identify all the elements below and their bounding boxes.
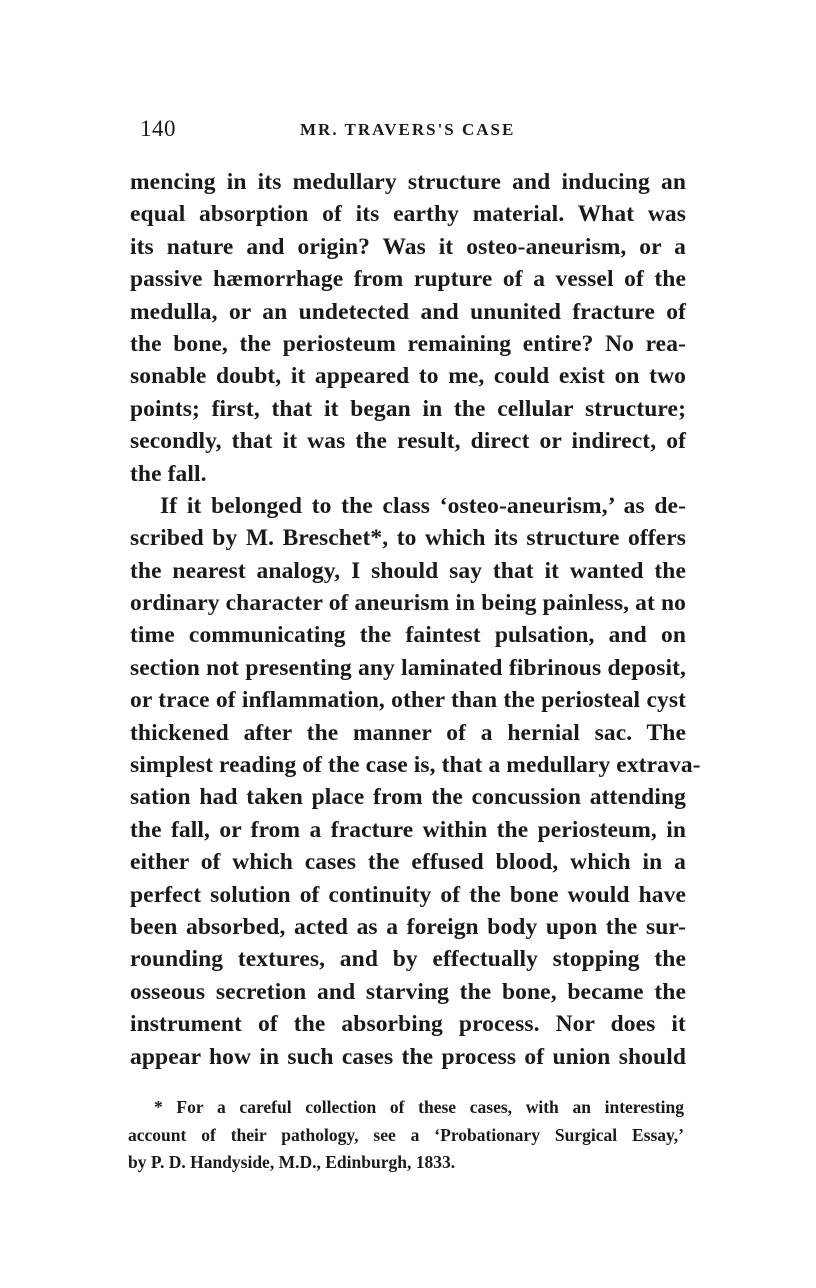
text-line: mencing in its medullary structure and inducing an	[130, 169, 686, 195]
text-line: thickened after the manner of a hernial sac. The	[130, 719, 686, 746]
body-text	[130, 166, 701, 1073]
footnote-line: by P. D. Handyside, M.D., Edinburgh, 1833.	[128, 1152, 456, 1172]
text-line: instrument of the absorbing process. Nor does it	[130, 1011, 686, 1038]
footnote	[128, 1094, 684, 1177]
page-number: 140	[140, 116, 176, 141]
text-line: If it belonged to the class ‘osteo-aneurism,’ as de-	[160, 492, 686, 519]
text-line: rounding textures, and by effectually stopping the	[130, 946, 686, 973]
footnote-line: * For a careful collection of these cases, with an interesting	[154, 1097, 684, 1117]
text-line: osseous secretion and starving the bone, became the	[130, 978, 686, 1005]
text-line: appear how in such cases the process of union should	[130, 1043, 686, 1070]
text-line: ordinary character of aneurism in being painless, at no	[130, 590, 686, 617]
text-line: sonable doubt, it appeared to me, could exist on two	[130, 363, 686, 390]
text-line: simplest reading of the case is, that a medullary extrava-	[130, 752, 701, 779]
text-line: its nature and origin? Was it osteo-aneurism, or a	[130, 233, 686, 260]
text-line: been absorbed, acted as a foreign body upon the sur-	[130, 913, 686, 940]
text-line: the fall.	[130, 460, 207, 487]
text-line: time communicating the faintest pulsation, and on	[130, 622, 686, 649]
text-line: perfect solution of continuity of the bone would have	[130, 881, 686, 908]
text-line: medulla, or an undetected and ununited fracture of	[130, 298, 686, 325]
text-line: section not presenting any laminated fibrinous deposit,	[130, 654, 686, 681]
page-header	[132, 116, 688, 146]
text-line: sation had taken place from the concussion attending	[130, 784, 686, 811]
text-line: scribed by M. Breschet*, to which its structure offers	[130, 525, 686, 552]
text-line: the fall, or from a fracture within the periosteum, in	[130, 816, 686, 843]
footnote-line: account of their pathology, see a ‘Probationary Surgical Essay,’	[128, 1124, 684, 1145]
text-line: passive hæmorrhage from rupture of a vessel of the	[130, 266, 686, 293]
running-head: MR. TRAVERS'S CASE	[300, 120, 516, 139]
text-line: secondly, that it was the result, direct or indirect, of	[130, 428, 686, 455]
text-line: either of which cases the effused blood, which in a	[130, 849, 686, 876]
text-line: the nearest analogy, I should say that it wanted the	[130, 557, 686, 584]
text-line: or trace of inflammation, other than the periosteal cyst	[130, 687, 686, 714]
text-line: the bone, the periosteum remaining entire? No rea-	[130, 330, 686, 357]
text-line: equal absorption of its earthy material. What was	[130, 201, 686, 228]
text-line: points; first, that it began in the cellular structure;	[130, 395, 686, 422]
